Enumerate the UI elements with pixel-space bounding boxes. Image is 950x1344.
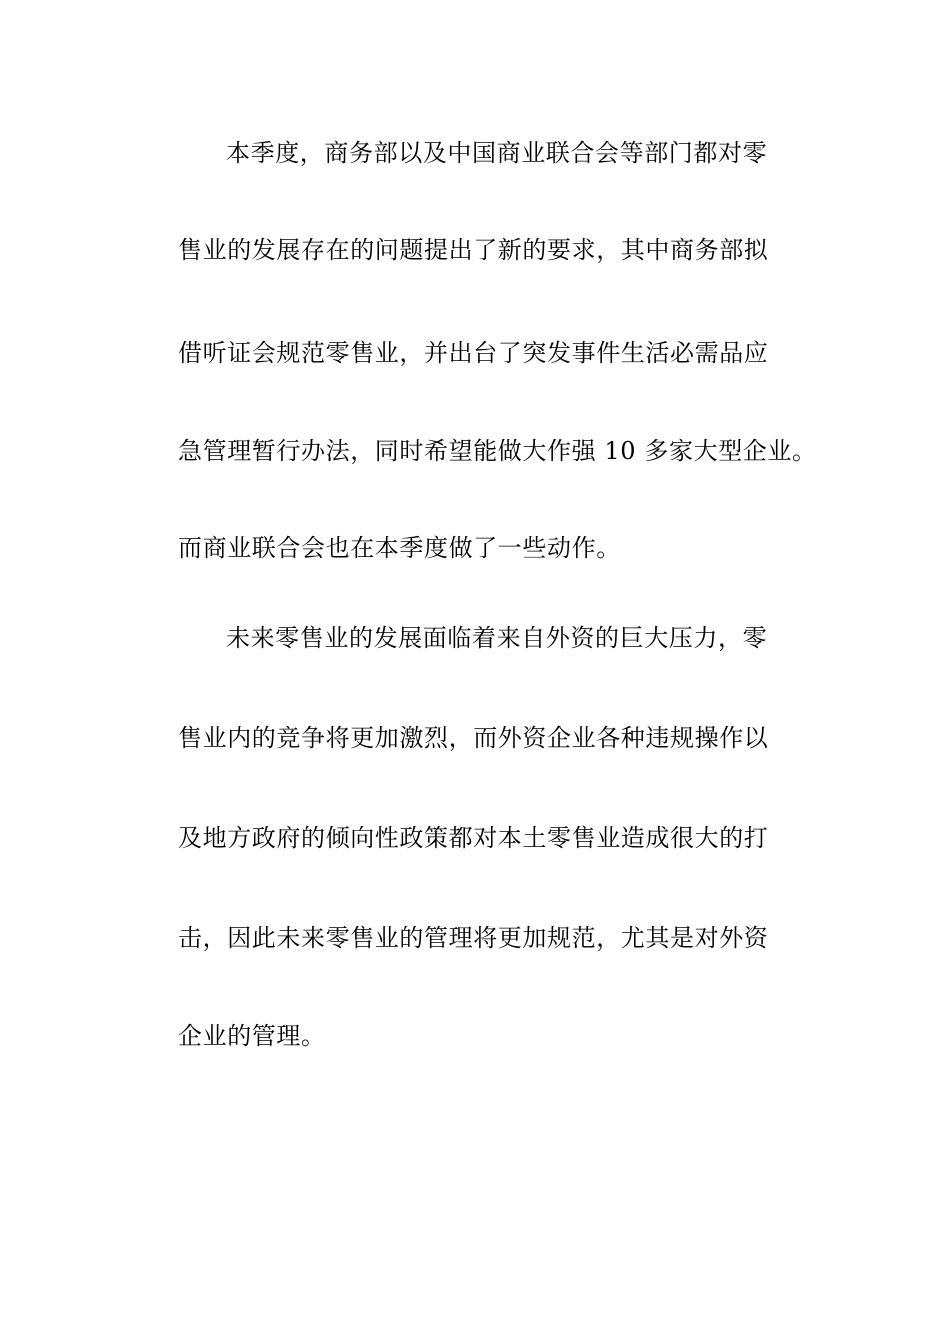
paragraph-line: 击，因此未来零售业的管理将更加规范，尤其是对外资 — [178, 924, 769, 952]
paragraph-line: 售业的发展存在的问题提出了新的要求，其中商务部拟 — [178, 236, 769, 264]
paragraph-line: 本季度，商务部以及中国商业联合会等部门都对零 — [226, 139, 768, 167]
paragraph-line: 售业内的竞争将更加激烈，而外资企业各种违规操作以 — [178, 724, 769, 752]
paragraph-line: 企业的管理。 — [178, 1022, 326, 1050]
paragraph-line: 急管理暂行办法，同时希望能做大作强 10 多家大型企业。 — [178, 437, 817, 465]
paragraph-line: 借听证会规范零售业，并出台了突发事件生活必需品应 — [178, 339, 769, 367]
paragraph-line: 未来零售业的发展面临着来自外资的巨大压力，零 — [226, 624, 768, 652]
paragraph-line: 及地方政府的倾向性政策都对本土零售业造成很大的打 — [178, 824, 769, 852]
paragraph-line: 而商业联合会也在本季度做了一些动作。 — [178, 534, 621, 562]
